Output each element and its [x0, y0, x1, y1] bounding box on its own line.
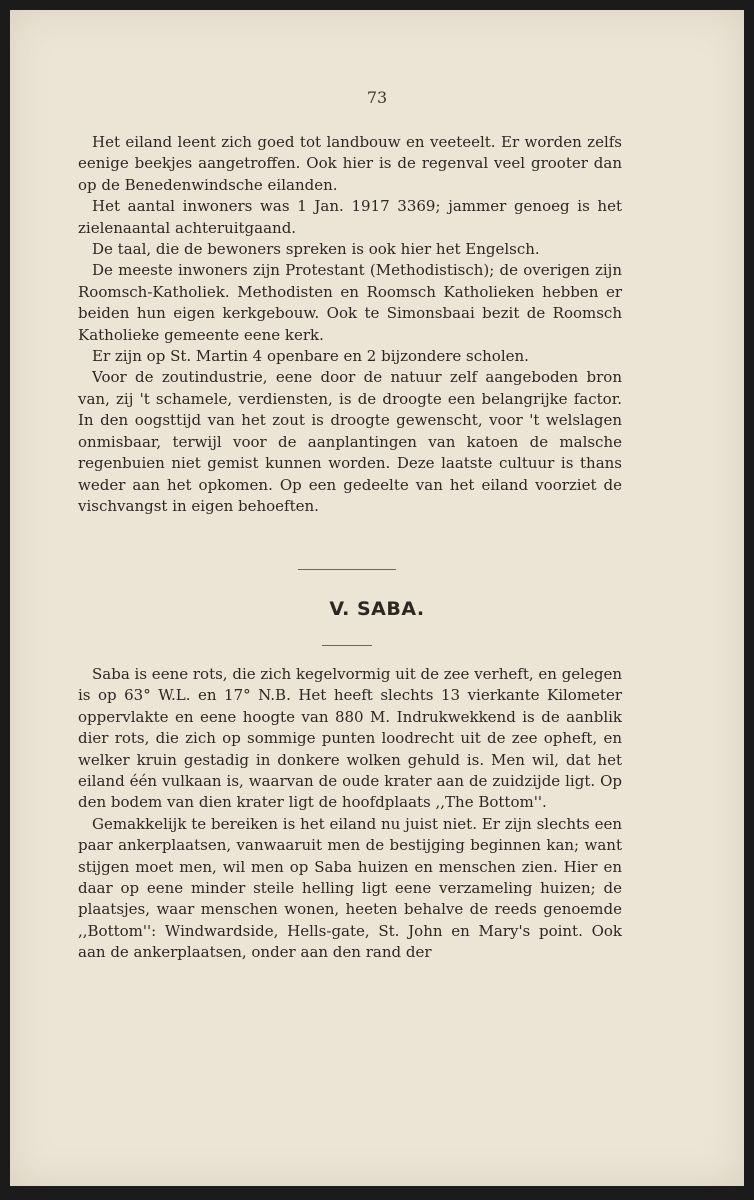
section-heading: V. SABA. — [329, 598, 425, 620]
paragraph: De taal, die de bewoners spreken is ook hier het Engelsch. — [92, 240, 540, 259]
paragraph: Saba is eene rots, die zich kegelvormig uit de zee verheft, en gelegen is op 63° W.L. en 17° N.B. Het heeft slechts 13 vierkante Kilometer oppervlakte en eene hoogte van 880 M. Indrukwekkend is de aanblik dier rots, die zich op sommige punten loodrecht uit de zee opheft, en welker kruin gestadig in donkere wolken gehuld is. Men wil, dat het eiland één vulkaan is, waarvan de oude krater aan de zuidzijde ligt. Op den bodem van dien krater ligt de hoofdplaats ,,The Bottom''. — [78, 665, 622, 812]
text-block-saba — [78, 664, 622, 964]
paragraph: Het aantal inwoners was 1 Jan. 1917 3369; jammer genoeg is het zielenaantal achteruitgaand. — [78, 197, 622, 237]
heading-underline — [322, 645, 372, 646]
section-divider — [298, 569, 396, 570]
text-block-st-martin — [78, 132, 622, 517]
page-number: 73 — [366, 88, 388, 107]
paragraph: Gemakkelijk te bereiken is het eiland nu juist niet. Er zijn slechts een paar ankerplaatsen, vanwaaruit men de bestijging beginnen kan; want stijgen moet men, wil men op Saba huizen en menschen zien. Hier en daar op eene minder steile helling ligt eene verzameling huizen; de plaatsjes, waar menschen wonen, heeten behalve de reeds genoemde ,,Bottom'': Windwardside, Hells-gate, St. John en Mary's point. Ook aan de ankerplaatsen, onder aan den rand der — [78, 814, 622, 962]
paragraph: Er zijn op St. Martin 4 openbare en 2 bijzondere scholen. — [92, 347, 529, 366]
paragraph: Voor de zoutindustrie, eene door de natuur zelf aangeboden bron van, zij 't schamele, verdiensten, is de droogte een belangrijke factor. In den oogsttijd van het zout is droogte gewenscht, voor 't welslagen onmisbaar, terwijl voor de aanplantingen van katoen de malsche regenbuien niet gemist kunnen worden. Deze laatste cultuur is thans weder aan het opkomen. Op een gedeelte van het eiland voorziet de vischvangst in eigen behoeften. — [78, 368, 622, 515]
paragraph: De meeste inwoners zijn Protestant (Methodistisch); de overigen zijn Roomsch-Katholiek. Methodisten en Roomsch Katholieken hebben er beiden hun eigen kerkgebouw. Ook te Simonsbaai bezit de Roomsch Katholieke gemeente eene kerk. — [78, 261, 622, 344]
paragraph: Het eiland leent zich goed tot landbouw en veeteelt. Er worden zelfs eenige beekjes aangetroffen. Ook hier is de regenval veel grooter dan op de Benedenwindsche eilanden. — [78, 133, 622, 194]
